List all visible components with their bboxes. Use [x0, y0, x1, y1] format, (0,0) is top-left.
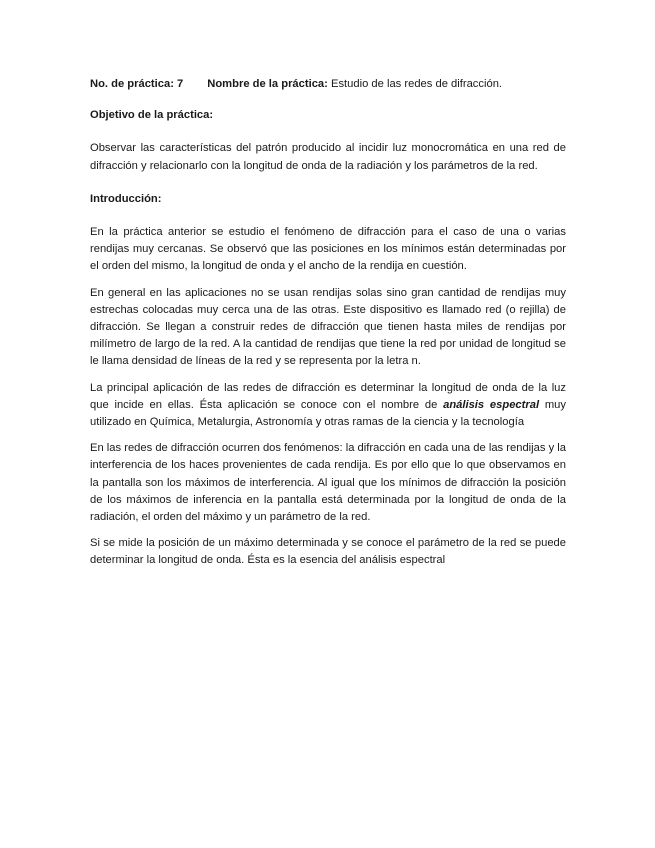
document-page: [90, 76, 566, 570]
intro-paragraph-4: En las redes de difracción ocurren dos fenómenos: la difracción en cada una de las rendijas y la interferencia de los haces provenientes de cada rendija. Es por ello que lo que observamos en la pantalla son los máximos de interferencia. Al igual que los mínimos de difracción la posición de los máximos de inferencia en la pantalla está determinada por la longitud de onda de la radiación, el orden del máximo y un parámetro de la red.: [90, 442, 566, 524]
intro-paragraph-3-before: La principal aplicación de las redes de difracción es determinar la longitud de onda de la luz que incide en ellas. Ésta aplicación se conoce con el nombre de: [90, 381, 566, 411]
intro-paragraph-5: Si se mide la posición de un máximo determinada y se conoce el parámetro de la red se puede determinar la longitud de onda. Ésta es la esencia del análisis espectral: [90, 537, 566, 567]
practice-name-value: Estudio de las redes de difracción.: [327, 78, 503, 90]
emphasis-analisis-espectral: análisis espectral: [443, 398, 540, 411]
intro-paragraph-2: En general en las aplicaciones no se usan rendijas solas sino gran cantidad de rendijas muy estrechas colocadas muy cerca una de las otras. Este dispositivo es llamado red (o rejilla) de difracción. Se llegan a construir redes de difracción que tienen hasta miles de rendijas por milímetro de largo de la red. A la cantidad de rendijas que tiene la red por unidad de longitud se le llama densidad de líneas de la red y se representa por la letra n.: [90, 286, 566, 368]
introduction-heading: Introducción:: [90, 192, 162, 205]
practice-header: [90, 76, 566, 93]
intro-paragraph-3-after: muy utilizado en Química, Metalurgia, Astronomía y otras ramas de la ciencia y la tecnología: [90, 398, 566, 429]
practice-number: No. de práctica: 7: [90, 78, 184, 90]
intro-paragraph-1: En la práctica anterior se estudio el fenómeno de difracción para el caso de una o varias rendijas muy cercanas. Se observó que las posiciones en los mínimos están determinadas por el orden del mismo, la longitud de onda y el ancho de la rendija en cuestión.: [90, 226, 566, 273]
objective-heading: Objetivo de la práctica:: [90, 109, 214, 122]
practice-name-label: Nombre de la práctica:: [207, 78, 328, 90]
objective-text: Observar las características del patrón producido al incidir luz monocromática en una red de difracción y relacionarlo con la longitud de onda de la radiación y los parámetros de la red.: [90, 142, 566, 172]
intro-paragraph-3: [90, 380, 566, 432]
